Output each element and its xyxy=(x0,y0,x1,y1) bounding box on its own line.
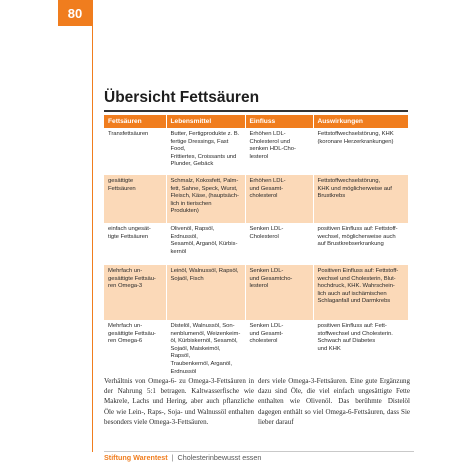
header-lebensmittel: Lebensmittel xyxy=(166,115,245,128)
body-text-left-column: Verhältnis von Omega-6- zu Omega-3-Fettsäuren in der Nahrung 5:1 betragen. Kaltwasserfische wie Makrele, Lachs und Hering, aber auch pflanzliche Öle wie Lein-, Raps-, Soja- und Walnussöl enthalten besonders viele Omega-3-Fettsäuren. xyxy=(104,377,254,426)
cell-foods: Leinöl, Walnussöl, Rapsöl, Sojaöl, Fisch xyxy=(166,265,245,320)
cell-influence: Erhöhen LDL- Cholesterol und senken HDL-Cho- lesterol xyxy=(245,128,313,175)
cell-fatty-acid: Mehrfach un- gesättigte Fettsäu- ren Omega-3 xyxy=(104,265,166,320)
cell-effects: positiven Einfluss auf: Fettstoff- wechsel, möglicherweise auch auf Brustkrebserkrankung xyxy=(313,223,408,265)
body-text-right-column: ders viele Omega-3-Fettsäuren. Eine gute Ergänzung dazu sind Öle, die viel einfach ungesättigte Fette enthalten wie Olivenöl. Das berühmte Distelöl dagegen enthält so viel Omega-6-Fettsäuren, dass Sie lieber darauf xyxy=(258,377,410,426)
cell-foods: Olivenöl, Rapsöl, Erdnussöl, Sesamöl, Arganöl, Kürbis- kernöl xyxy=(166,223,245,265)
cell-effects: Positiven Einfluss auf: Fettstoff- wechsel und Cholesterin, Blut- hochdruck, KHK. Wahrschein- lich auch auf ischämischen Schlaganfall und Darmkrebs xyxy=(313,265,408,320)
table-row xyxy=(104,265,408,320)
page-number: 80 xyxy=(67,5,83,21)
cell-fatty-acid: Mehrfach un- gesättigte Fettsäu- ren Omega-6 xyxy=(104,320,166,387)
header-auswirkungen: Auswirkungen xyxy=(313,115,408,128)
cell-fatty-acid: Transfettsäuren xyxy=(104,128,166,175)
cell-foods: Schmalz, Kokosfett, Palm- fett, Sahne, Speck, Wurst, Fleisch, Käse, (hauptsäch- lich in tierischen Produkten) xyxy=(166,175,245,223)
cell-fatty-acid: gesättigte Fettsäuren xyxy=(104,175,166,223)
cell-fatty-acid: einfach ungesät- tigte Fettsäuren xyxy=(104,223,166,265)
cell-influence: Senken LDL- und Gesamtcho- lesterol xyxy=(245,265,313,320)
footer-separator: | xyxy=(171,453,174,462)
header-einfluss: Einfluss xyxy=(245,115,313,128)
header-fettsaeuren: Fettsäuren xyxy=(104,115,166,128)
table-header-row xyxy=(104,115,408,128)
cell-foods: Distelöl, Walnussöl, Son- nenblumenöl, Weizenkeim- öl, Kürbiskernöl, Sesamöl, Sojaöl, Maiskeimöl, Rapsöl, Traubenkernöl, Arganöl, Erdnussöl xyxy=(166,320,245,387)
cell-influence: Senken LDL- und Gesamt- cholesterol xyxy=(245,320,313,387)
footer-brand: Stiftung Warentest xyxy=(104,453,168,462)
cell-influence: Senken LDL- Cholesterol xyxy=(245,223,313,265)
cell-influence: Erhöhen LDL- und Gesamt- cholesterol xyxy=(245,175,313,223)
footer-rule xyxy=(104,451,414,452)
table-row xyxy=(104,175,408,223)
cell-foods: Butter, Fertigprodukte z. B. fertige Dressings, Fast Food, Frittiertes, Croissants und Plunder, Gebäck xyxy=(166,128,245,175)
cell-effects: positiven Einfluss auf: Fett- stoffwechsel und Cholesterin. Schwach auf Diabetes und KHK xyxy=(313,320,408,387)
cell-effects: Fettstoffwechselstörung, KHK und möglicherweise auf Brustkrebs xyxy=(313,175,408,223)
box-title: Übersicht Fettsäuren xyxy=(104,89,260,106)
fatty-acids-table xyxy=(104,115,408,387)
page-footer xyxy=(104,453,261,462)
table-row xyxy=(104,223,408,265)
margin-rule xyxy=(92,0,93,452)
table-row xyxy=(104,128,408,175)
cell-effects: Fettstoffwechselstörung, KHK (koronare Herzerkrankungen) xyxy=(313,128,408,175)
footer-book-title: Cholesterinbewusst essen xyxy=(177,453,262,462)
title-rule xyxy=(104,110,408,112)
page-number-tab xyxy=(58,0,92,26)
